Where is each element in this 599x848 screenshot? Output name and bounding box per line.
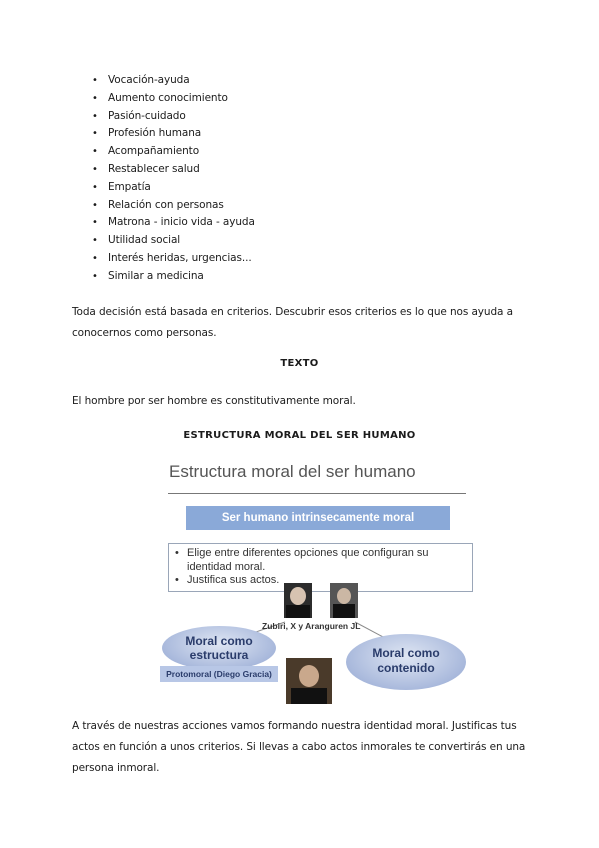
list-item: • Acompañamiento xyxy=(92,143,255,161)
zubiri-portrait-image xyxy=(284,583,312,618)
list-item: • Matrona - inicio vida - ayuda xyxy=(92,214,255,232)
list-item: • Profesión humana xyxy=(92,125,255,143)
figure-point: • Elige entre diferentes opciones que configuran su identidad moral. xyxy=(175,547,466,574)
oval-moral-contenido: Moral como contenido xyxy=(346,634,466,690)
diego-gracia-portrait-image xyxy=(286,658,332,704)
heading-estructura-moral: ESTRUCTURA MORAL DEL SER HUMANO xyxy=(183,430,416,441)
motivation-list xyxy=(92,72,255,286)
list-item: • Utilidad social xyxy=(92,232,255,250)
list-item: • Vocación-ayuda xyxy=(92,72,255,90)
paragraph-identidad-moral: A través de nuestras acciones vamos formando nuestra identidad moral. Justificas tus actos en función a unos criterios. Si llevas a cabo actos inmorales te convertirás en una persona inmoral. xyxy=(72,720,526,774)
list-item: • Similar a medicina xyxy=(92,268,255,286)
list-item: • Relación con personas xyxy=(92,197,255,215)
aranguren-portrait-image xyxy=(330,583,358,618)
list-item: • Empatía xyxy=(92,179,255,197)
heading-texto: TEXTO xyxy=(280,358,319,369)
figure-point: • Justifica sus actos. xyxy=(175,574,466,588)
protomoral-label: Protomoral (Diego Gracia) xyxy=(160,666,278,682)
figure-banner: Ser humano intrinsecamente moral xyxy=(186,506,450,530)
oval-moral-estructura: Moral como estructura xyxy=(162,626,276,670)
list-item: • Restablecer salud xyxy=(92,161,255,179)
list-item: • Interés heridas, urgencias... xyxy=(92,250,255,268)
list-item: • Aumento conocimiento xyxy=(92,90,255,108)
list-item: • Pasión-cuidado xyxy=(92,108,255,126)
figure-title: Estructura moral del ser humano xyxy=(169,462,416,481)
photo-caption: Zubiri, X y Aranguren JL xyxy=(262,621,361,631)
paragraph-constitutivamente: El hombre por ser hombre es constitutivamente moral. xyxy=(72,395,356,407)
paragraph-criterios: Toda decisión está basada en criterios. Descubrir esos criterios es lo que nos ayuda a conocernos como personas. xyxy=(72,306,513,339)
moral-structure-figure xyxy=(160,456,482,708)
